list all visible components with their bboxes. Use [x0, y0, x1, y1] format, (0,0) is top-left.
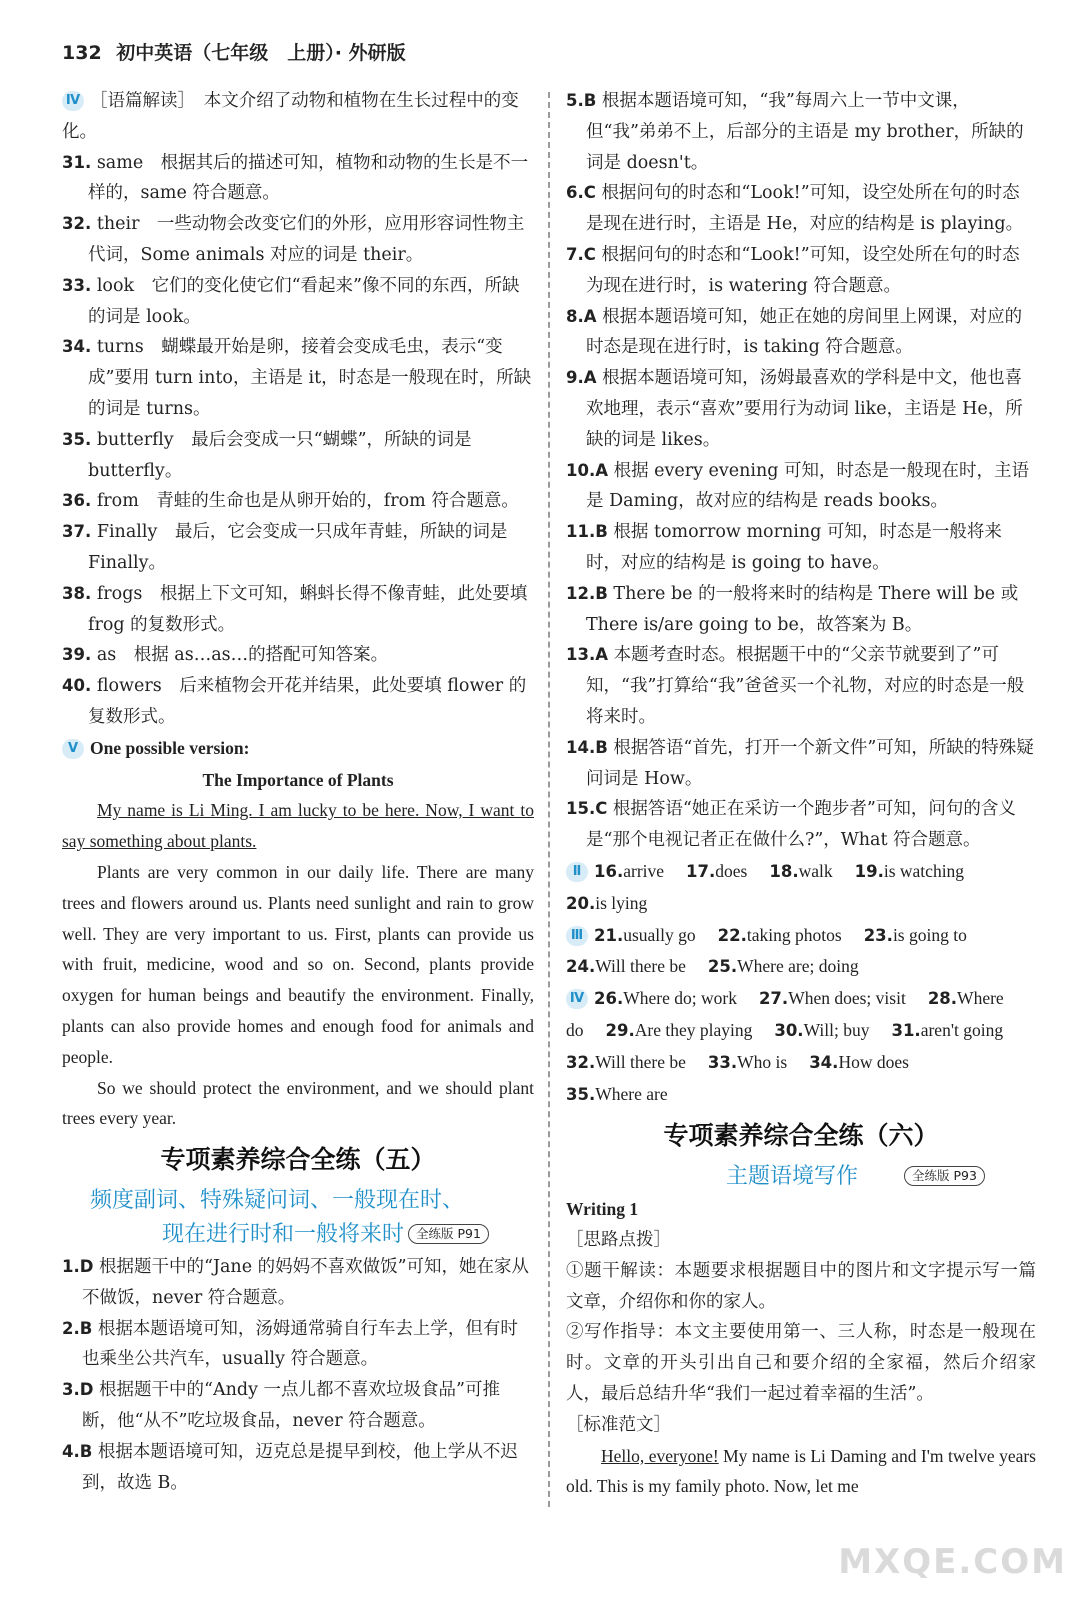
item-text: Will there be [595, 956, 686, 977]
item-text: their 一些动物会改变它们的外形，应用形容词性物主代词，Some animals 对应的词是 their。 [88, 214, 525, 265]
item-text: flowers 后来植物会开花并结果，此处要填 flower 的复数形式。 [88, 676, 527, 727]
item-number: 30. [774, 1020, 804, 1040]
page-header [62, 38, 406, 65]
choice-answer-item [566, 302, 1036, 364]
item-number: 24. [566, 957, 596, 977]
item-number: 31. [62, 152, 92, 172]
item-number: 21. [594, 925, 624, 945]
fill-answers-3-cont [566, 951, 1036, 983]
choice-answer-item [566, 517, 1036, 579]
choice-answer-item [566, 86, 1036, 178]
choice-answer-item [62, 1375, 534, 1437]
item-number: 3.D [62, 1380, 94, 1400]
item-number: 27. [758, 989, 789, 1009]
item-text: Will; buy [803, 1019, 870, 1040]
choice-answer-item [566, 579, 1036, 641]
item-number: 28. [927, 989, 958, 1009]
answer-item [62, 271, 534, 333]
item-number: 15.C [566, 799, 608, 819]
choice-answer-list [566, 86, 1036, 856]
page-reference: 全练版 P93 [904, 1166, 985, 1186]
item-text: How does [838, 1051, 909, 1072]
item-number: 34. [62, 337, 92, 357]
answer-item [62, 209, 534, 271]
model-label: ［标准范文］ [566, 1414, 671, 1435]
item-number: 34. [809, 1052, 839, 1072]
reading-intro: Ⅳ ［语篇解读］ 本文介绍了动物和植物在生长过程中的变化。 [62, 91, 519, 142]
item-text: is watching [883, 860, 965, 881]
item-text: does [715, 860, 748, 881]
item-text: Where are; doing [737, 956, 859, 977]
fill-answers-2 [566, 856, 1036, 888]
item-number: 9.A [566, 368, 597, 388]
item-number: 13.A [566, 645, 608, 665]
choice-answer-item [566, 456, 1036, 518]
item-text: 根据题干中的“Jane 的妈妈不喜欢做饭”可知，她在家从不做饭，never 符合题意。 [82, 1257, 530, 1308]
fill-answers-4-cont: 35.Where are [566, 1083, 668, 1104]
fill-answers-2-cont: 20.is lying [566, 892, 648, 913]
item-number: 16. [594, 861, 624, 881]
item-text: There be 的一般将来时的结构是 There will be 或 There is/are going to be，故答案为 B。 [586, 583, 1019, 635]
item-number: 10.A [566, 460, 608, 480]
page-reference: 全练版 P91 [408, 1224, 489, 1244]
answer-item [62, 425, 534, 487]
choice-answer-item [566, 794, 1036, 856]
item-text: 根据答语“首先，打开一个新文件”可知，所缺的特殊疑问词是 How。 [586, 737, 1034, 789]
section-subtitle: 主题语境写作 全练版 P93 [566, 1160, 1036, 1194]
fill-answers-4 [566, 983, 1036, 1015]
item-number: 29. [605, 1020, 635, 1040]
choice-answer-item [566, 733, 1036, 795]
left-column [62, 86, 534, 1498]
choice-answer-item [566, 640, 1036, 732]
item-number: 7.C [566, 244, 596, 264]
model-essay: Hello, everyone! My name is Li Daming and I'm twelve years old. This is my family photo. Now, let me [566, 1445, 1036, 1497]
item-number: 26. [594, 989, 624, 1009]
fill-answers-3 [566, 920, 1036, 952]
item-number: 37. [62, 522, 92, 542]
answer-item [62, 671, 534, 733]
item-text: same 根据其后的描述可知，植物和动物的生长是不一样的，same 符合题意。 [88, 152, 529, 204]
watermark: MXQE.COM [838, 1542, 1067, 1582]
item-number: 6.C [566, 183, 596, 203]
item-number: 22. [717, 925, 747, 945]
item-number: 35. [62, 429, 92, 449]
item-number: 5.B [566, 91, 597, 110]
section-badge: Ⅳ [62, 91, 84, 111]
answer-item [62, 148, 534, 210]
fill-answers-4-cont [566, 1047, 1036, 1079]
item-text: Where [957, 988, 1004, 1009]
item-number: 18. [769, 861, 799, 881]
item-text: Where do; work [623, 988, 737, 1009]
choice-answer-item [566, 240, 1036, 302]
section-subtitle: 现在进行时和一般将来时 全练版 P91 [62, 1218, 534, 1252]
section-badge: Ⅴ [62, 739, 84, 759]
item-text: 本题考查时态。根据题干中的“父亲节就要到了”可知，“我”打算给“我”爸爸买一个礼物，对应的时态是一般将来时。 [586, 645, 1025, 727]
item-text: 根据本题语境可知，她正在她的房间里上网课，对应的时态是现在进行时，is taking 符合题意。 [586, 306, 1023, 358]
item-number: 11.B [566, 522, 608, 542]
answer-item [62, 640, 534, 671]
item-text: When does; visit [788, 988, 906, 1009]
item-number: 39. [62, 645, 92, 665]
item-text: 根据 every evening 可知，时态是一般现在时，主语是 Daming，故对应的结构是 reads books。 [586, 460, 1030, 512]
item-text: taking photos [746, 924, 842, 945]
item-text: Finally 最后，它会变成一只成年青蛙，所缺的词是 Finally。 [88, 522, 508, 573]
item-text: is going to [892, 924, 967, 945]
section-title: 专项素养综合全练（六） [663, 1121, 939, 1151]
section-badge: Ⅳ [566, 989, 588, 1009]
tip-text: ②写作指导：本文主要使用第一、三人称，时态是一般现在时。文章的开头引出自己和要介绍的全家福，然后介绍家人，最后总结升华“我们一起过着幸福的生活”。 [566, 1322, 1036, 1405]
writing-label: Writing 1 [566, 1199, 639, 1220]
item-text: 根据本题语境可知，“我”每周六上一节中文课，但“我”弟弟不上，后部分的主语是 my brother，所缺的词是 doesn't。 [586, 91, 1024, 173]
answer-list [62, 148, 534, 733]
item-number: 25. [707, 957, 738, 977]
item-text: usually go [623, 924, 696, 945]
book-title: 初中英语（七年级 上册）· 外研版 [116, 42, 406, 64]
item-text: 根据本题语境可知，汤姆最喜欢的学科是中文，他也喜欢地理，表示“喜欢”要用行为动词 like，主语是 He，所缺的词是 likes。 [586, 368, 1023, 450]
item-text: as 根据 as…as…的搭配可知答案。 [96, 645, 389, 666]
item-number: 4.B [62, 1441, 93, 1461]
right-column [566, 86, 1036, 1502]
answer-item [62, 579, 534, 641]
item-number: 36. [62, 491, 92, 511]
item-text: Who is [737, 1051, 788, 1072]
item-number: 31. [891, 1020, 921, 1040]
item-text: from 青蛙的生命也是从卵开始的，from 符合题意。 [96, 491, 519, 512]
item-text: 根据题干中的“Andy 一点儿都不喜欢垃圾食品”可推断，他“从不”吃垃圾食品，never 符合题意。 [82, 1380, 500, 1432]
choice-answer-list [62, 1252, 534, 1498]
item-number: 32. [62, 214, 92, 234]
item-text: 根据本题语境可知，迈克总是提早到校，他上学从不迟到，故选 B。 [82, 1441, 518, 1493]
choice-answer-item [62, 1437, 534, 1499]
item-text: Will there be [595, 1051, 686, 1072]
item-number: 12.B [566, 583, 608, 603]
essay-paragraph: Plants are very common in our daily life. There are many trees and flowers around us. Plants need sunlight and rain to grow well. They are very important to us. First, plants can provide us with fruit, medicine, wood and so on. Second, plants provide oxygen for human beings and beautify the environment. Finally, plants can also provide homes and enough food for animals and people. [62, 861, 534, 1067]
item-text: arrive [623, 860, 665, 881]
choice-answer-item [566, 178, 1036, 240]
item-number: 14.B [566, 737, 608, 757]
item-number: 38. [62, 583, 92, 603]
item-text: butterfly 最后会变成一只“蝴蝶”，所缺的词是 butterfly。 [88, 429, 472, 481]
section-badge: Ⅲ [566, 926, 588, 946]
fill-answers-4-cont: do 29.Are they playing 30.Will; buy 31.aren't going [566, 1019, 1004, 1040]
essay-title: The Importance of Plants [202, 769, 394, 790]
answer-item [62, 486, 534, 517]
item-text: frogs 根据上下文可知，蝌蚪长得不像青蛙，此处要填 frog 的复数形式。 [88, 583, 528, 635]
item-text: turns 蝴蝶最开始是卵，接着会变成毛虫，表示“变成”要用 turn into，主语是 it，时态是一般现在时，所缺的词是 turns。 [88, 337, 532, 419]
item-number: 33. [62, 275, 92, 295]
item-number: 17. [686, 861, 716, 881]
section-title: 专项素养综合全练（五） [160, 1145, 436, 1175]
item-text: Are they playing [634, 1019, 753, 1040]
item-number: 19. [854, 861, 884, 881]
page-number: 132 [62, 42, 102, 64]
column-divider [548, 92, 550, 1507]
choice-answer-item [566, 363, 1036, 455]
answer-item [62, 517, 534, 579]
choice-answer-item [62, 1314, 534, 1376]
item-number: 33. [707, 1052, 738, 1072]
item-number: 32. [566, 1052, 596, 1072]
section-subtitle: 频度副词、特殊疑问词、一般现在时、 [90, 1188, 465, 1214]
item-text: 根据 tomorrow morning 可知，时态是一般将来时，对应的结构是 is going to have。 [586, 522, 1002, 573]
tip-text: ①题干解读：本题要求根据题目中的图片和文字提示写一篇文章，介绍你和你的家人。 [566, 1260, 1036, 1312]
section-badge: Ⅱ [566, 862, 588, 882]
item-number: 40. [62, 676, 92, 696]
item-text: walk [798, 860, 833, 881]
item-text: 根据答语“她正在采访一个跑步者”可知，问句的含义是“那个电视记者正在做什么?”，What 符合题意。 [586, 799, 1016, 851]
item-text: 根据本题语境可知，汤姆通常骑自行车去上学，但有时也乘坐公共汽车，usually 符合题意。 [82, 1318, 518, 1370]
answer-item [62, 332, 534, 424]
item-text: 根据问句的时态和“Look!”可知，设空处所在句的时态是现在进行时，主语是 He，对应的结构是 is playing。 [586, 183, 1024, 235]
essay-paragraph: My name is Li Ming. I am lucky to be here. Now, I want to say something about plants. [62, 800, 534, 852]
writing-version-label: Ⅴ One possible version: [62, 733, 534, 765]
tips-label: ［思路点拨］ [566, 1230, 671, 1251]
item-number: 1.D [62, 1257, 94, 1277]
item-number: 2.B [62, 1318, 93, 1338]
item-number: 23. [863, 925, 893, 945]
choice-answer-item [62, 1252, 534, 1314]
item-text: aren't going [920, 1019, 1004, 1040]
item-number: 8.A [566, 306, 597, 326]
essay-paragraph: So we should protect the environment, and we should plant trees every year. [62, 1077, 534, 1129]
item-text: 根据问句的时态和“Look!”可知，设空处所在句的时态为现在进行时，is watering 符合题意。 [586, 244, 1020, 296]
item-text: look 它们的变化使它们“看起来”像不同的东西，所缺的词是 look。 [88, 275, 520, 327]
